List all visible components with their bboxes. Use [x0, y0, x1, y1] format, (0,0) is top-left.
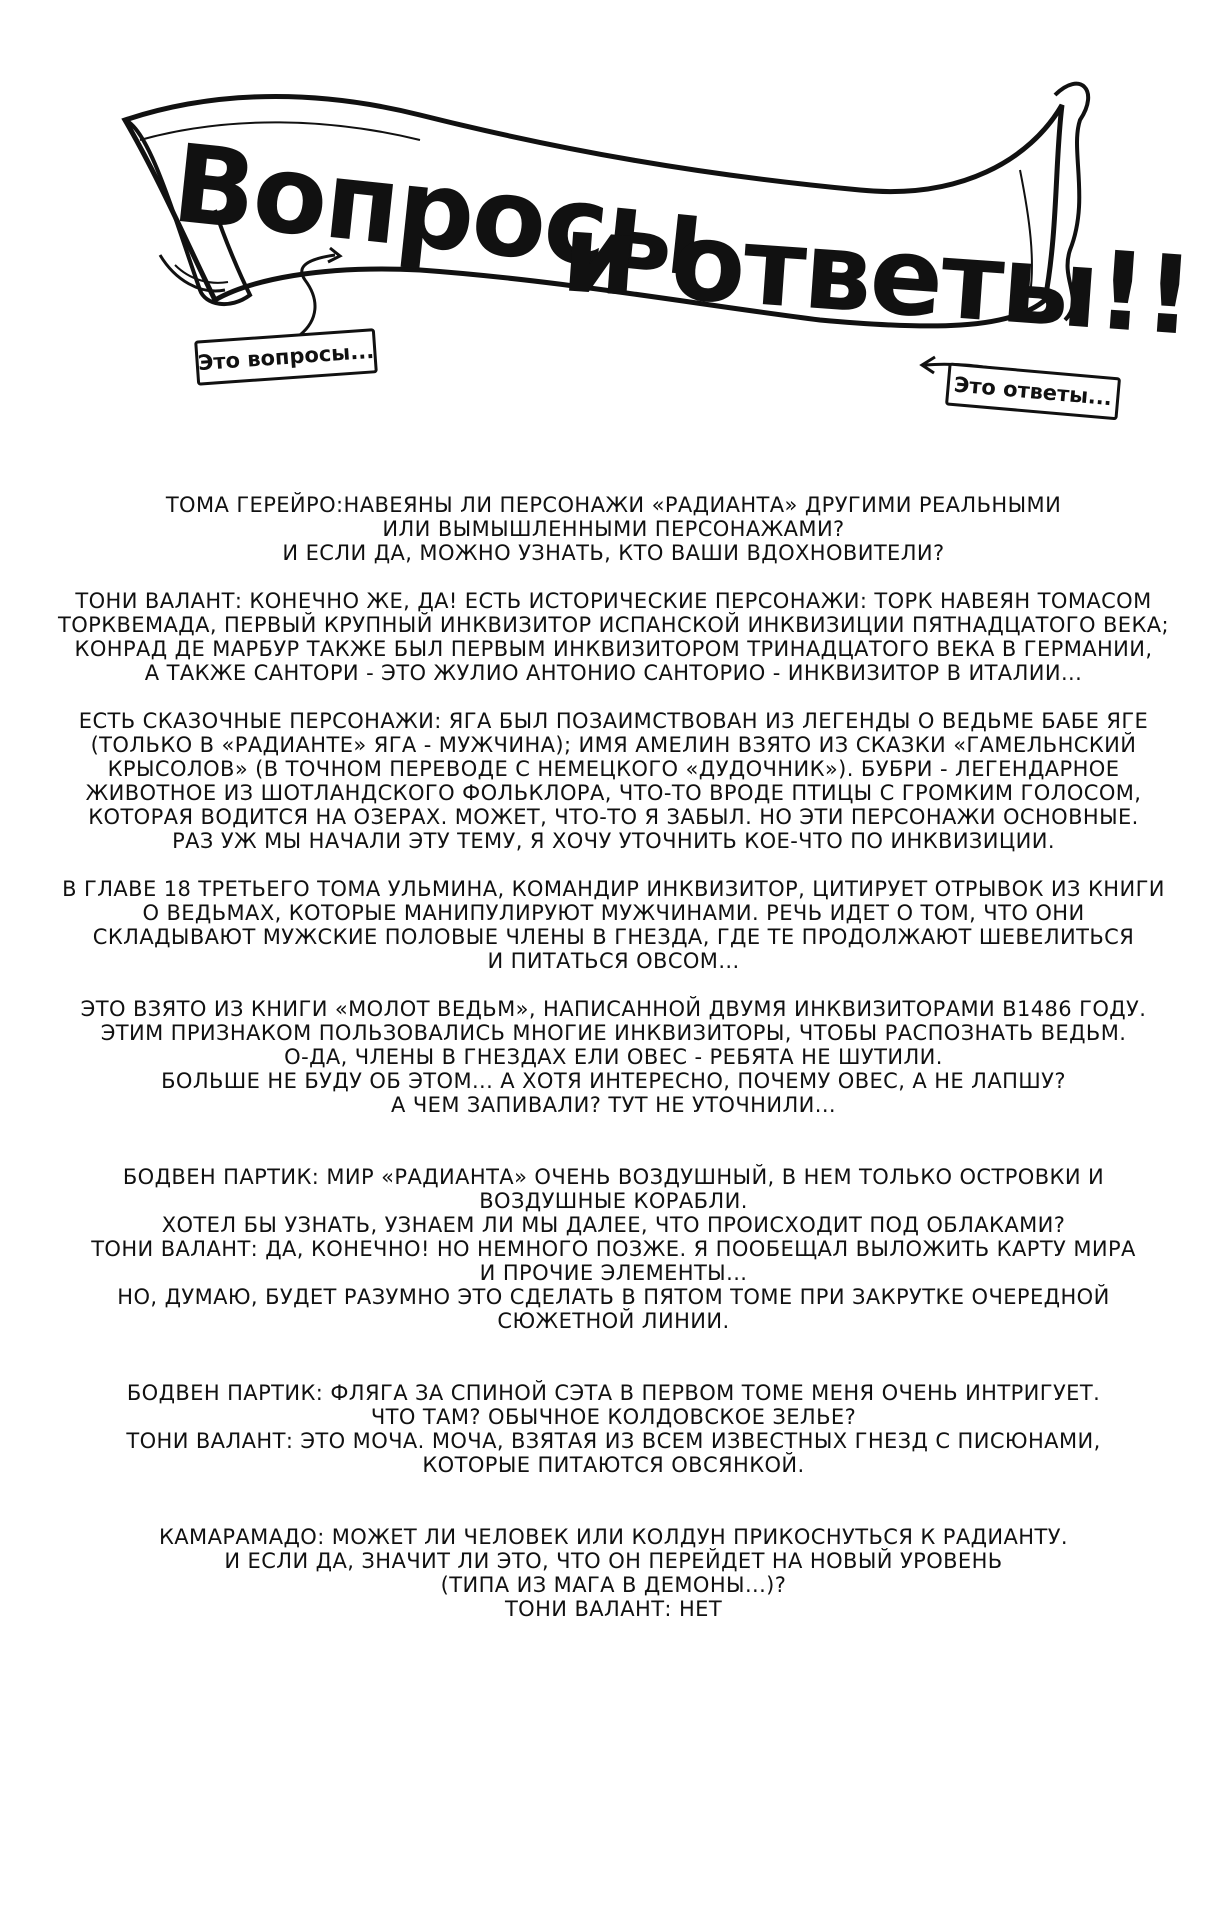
qa-line: В ГЛАВЕ 18 ТРЕТЬЕГО ТОМА УЛЬМИНА, КОМАНДИР ИНКВИЗИТОР, ЦИТИРУЕТ ОТРЫВОК ИЗ КНИГИ	[62, 877, 1165, 901]
qa-line: ВОЗДУШНЫЕ КОРАБЛИ.	[479, 1189, 748, 1213]
qa-line: ЕСТЬ СКАЗОЧНЫЕ ПЕРСОНАЖИ: ЯГА БЫЛ ПОЗАИМСТВОВАН ИЗ ЛЕГЕНДЫ О ВЕДЬМЕ БАБЕ ЯГЕ	[78, 709, 1149, 733]
qa-line: КОТОРАЯ ВОДИТСЯ НА ОЗЕРАХ. МОЖЕТ, ЧТО-ТО Я ЗАБЫЛ. НО ЭТИ ПЕРСОНАЖИ ОСНОВНЫЕ.	[88, 805, 1139, 829]
qa-paragraph-3	[10, 709, 1217, 853]
qa-paragraph-2	[10, 589, 1217, 685]
answers-tag-label: Это ответы...	[953, 372, 1114, 411]
qa-line: О ВЕДЬМАХ, КОТОРЫЕ МАНИПУЛИРУЮТ МУЖЧИНАМИ. РЕЧЬ ИДЕТ О ТОМ, ЧТО ОНИ	[142, 901, 1085, 925]
qa-line: А ЧЕМ ЗАПИВАЛИ? ТУТ НЕ УТОЧНИЛИ...	[391, 1093, 836, 1117]
qa-line: И ЕСЛИ ДА, ЗНАЧИТ ЛИ ЭТО, ЧТО ОН ПЕРЕЙДЕТ НА НОВЫЙ УРОВЕНЬ	[224, 1549, 1003, 1573]
qa-line: ЖИВОТНОЕ ИЗ ШОТЛАНДСКОГО ФОЛЬКЛОРА, ЧТО-ТО ВРОДЕ ПТИЦЫ С ГРОМКИМ ГОЛОСОМ,	[85, 781, 1142, 805]
qa-line: ТОРКВЕМАДА, ПЕРВЫЙ КРУПНЫЙ ИНКВИЗИТОР ИСПАНСКОЙ ИНКВИЗИЦИИ ПЯТНАДЦАТОГО ВЕКА;	[57, 613, 1170, 637]
qa-line: И ПИТАТЬСЯ ОВСОМ...	[487, 949, 740, 973]
qa-line: КРЫСОЛОВ» (В ТОЧНОМ ПЕРЕВОДЕ С НЕМЕЦКОГО «ДУДОЧНИК»). БУБРИ - ЛЕГЕНДАРНОЕ	[107, 757, 1120, 781]
qa-line: КАМАРАМАДО: МОЖЕТ ЛИ ЧЕЛОВЕК ИЛИ КОЛДУН ПРИКОСНУТЬСЯ К РАДИАНТУ.	[158, 1525, 1068, 1549]
qa-line: А ТАКЖЕ САНТОРИ - ЭТО ЖУЛИО АНТОНИО САНТОРИО - ИНКВИЗИТОР В ИТАЛИИ...	[144, 661, 1083, 685]
qa-line: НО, ДУМАЮ, БУДЕТ РАЗУМНО ЭТО СДЕЛАТЬ В ПЯТОМ ТОМЕ ПРИ ЗАКРУТКЕ ОЧЕРЕДНОЙ	[117, 1285, 1110, 1309]
banner-title-part2: и ответы!!	[558, 191, 1196, 360]
qa-paragraph-1	[10, 493, 1217, 565]
banner-title-part1: Вопросы	[167, 121, 708, 302]
qa-line: ТОНИ ВАЛАНТ: ЭТО МОЧА. МОЧА, ВЗЯТАЯ ИЗ ВСЕМ ИЗВЕСТНЫХ ГНЕЗД С ПИСЮНАМИ,	[126, 1429, 1101, 1453]
qa-line: ЭТИМ ПРИЗНАКОМ ПОЛЬЗОВАЛИСЬ МНОГИЕ ИНКВИЗИТОРЫ, ЧТОБЫ РАСПОЗНАТЬ ВЕДЬМ.	[100, 1021, 1127, 1045]
qa-line: СКЛАДЫВАЮТ МУЖСКИЕ ПОЛОВЫЕ ЧЛЕНЫ В ГНЕЗДА, ГДЕ ТЕ ПРОДОЛЖАЮТ ШЕВЕЛИТЬСЯ	[92, 925, 1135, 949]
qa-paragraph-4	[10, 877, 1217, 973]
qa-line: ТОНИ ВАЛАНТ: КОНЕЧНО ЖЕ, ДА! ЕСТЬ ИСТОРИЧЕСКИЕ ПЕРСОНАЖИ: ТОРК НАВЕЯН ТОМАСОМ	[75, 589, 1152, 613]
qa-line: ТОНИ ВАЛАНТ: ДА, КОНЕЧНО! НО НЕМНОГО ПОЗЖЕ. Я ПООБЕЩАЛ ВЫЛОЖИТЬ КАРТУ МИРА	[91, 1237, 1136, 1261]
qa-line: И ЕСЛИ ДА, МОЖНО УЗНАТЬ, КТО ВАШИ ВДОХНОВИТЕЛИ?	[282, 541, 945, 565]
qa-line: СЮЖЕТНОЙ ЛИНИИ.	[497, 1309, 730, 1333]
qa-line: (ТОЛЬКО В «РАДИАНТЕ» ЯГА - МУЖЧИНА); ИМЯ АМЕЛИН ВЗЯТО ИЗ СКАЗКИ «ГАМЕЛЬНСКИЙ	[90, 733, 1137, 757]
qa-line: ЭТО ВЗЯТО ИЗ КНИГИ «МОЛОТ ВЕДЬМ», НАПИСАННОЙ ДВУМЯ ИНКВИЗИТОРАМИ В1486 ГОДУ.	[80, 997, 1147, 1021]
qa-line: КОТОРЫЕ ПИТАЮТСЯ ОВСЯНКОЙ.	[422, 1453, 805, 1477]
qa-paragraph-7	[10, 1381, 1217, 1477]
qa-line: ТОНИ ВАЛАНТ: НЕТ	[504, 1597, 723, 1621]
questions-tag-label: Это вопросы...	[197, 338, 375, 376]
qa-line: И ПРОЧИЕ ЭЛЕМЕНТЫ...	[479, 1261, 748, 1285]
qa-paragraph-8	[10, 1525, 1217, 1621]
qa-line: О-ДА, ЧЛЕНЫ В ГНЕЗДАХ ЕЛИ ОВЕС - РЕБЯТА НЕ ШУТИЛИ.	[284, 1045, 943, 1069]
qa-line: БОЛЬШЕ НЕ БУДУ ОБ ЭТОМ... А ХОТЯ ИНТЕРЕСНО, ПОЧЕМУ ОВЕС, А НЕ ЛАПШУ?	[161, 1069, 1066, 1093]
qa-line: БОДВЕН ПАРТИК: ФЛЯГА ЗА СПИНОЙ СЭТА В ПЕРВОМ ТОМЕ МЕНЯ ОЧЕНЬ ИНТРИГУЕТ.	[126, 1381, 1101, 1405]
qa-line: ИЛИ ВЫМЫШЛЕННЫМИ ПЕРСОНАЖАМИ?	[382, 517, 845, 541]
qa-body	[10, 493, 1217, 1621]
qa-paragraph-6	[10, 1165, 1217, 1333]
qa-paragraph-5	[10, 997, 1217, 1117]
qa-line: (ТИПА ИЗ МАГА В ДЕМОНЫ...)?	[440, 1573, 787, 1597]
title-banner	[0, 0, 1227, 460]
qa-line: ТОМА ГЕРЕЙРО:НАВЕЯНЫ ЛИ ПЕРСОНАЖИ «РАДИАНТА» ДРУГИМИ РЕАЛЬНЫМИ	[165, 493, 1062, 517]
qa-line: ХОТЕЛ БЫ УЗНАТЬ, УЗНАЕМ ЛИ МЫ ДАЛЕЕ, ЧТО ПРОИСХОДИТ ПОД ОБЛАКАМИ?	[161, 1213, 1066, 1237]
qa-line: ЧТО ТАМ? ОБЫЧНОЕ КОЛДОВСКОЕ ЗЕЛЬЕ?	[370, 1405, 857, 1429]
qa-line: РАЗ УЖ МЫ НАЧАЛИ ЭТУ ТЕМУ, Я ХОЧУ УТОЧНИТЬ КОЕ-ЧТО ПО ИНКВИЗИЦИИ.	[172, 829, 1055, 853]
qa-line: БОДВЕН ПАРТИК: МИР «РАДИАНТА» ОЧЕНЬ ВОЗДУШНЫЙ, В НЕМ ТОЛЬКО ОСТРОВКИ И	[122, 1165, 1105, 1189]
qa-line: КОНРАД ДЕ МАРБУР ТАКЖЕ БЫЛ ПЕРВЫМ ИНКВИЗИТОРОМ ТРИНАДЦАТОГО ВЕКА В ГЕРМАНИИ,	[74, 637, 1153, 661]
